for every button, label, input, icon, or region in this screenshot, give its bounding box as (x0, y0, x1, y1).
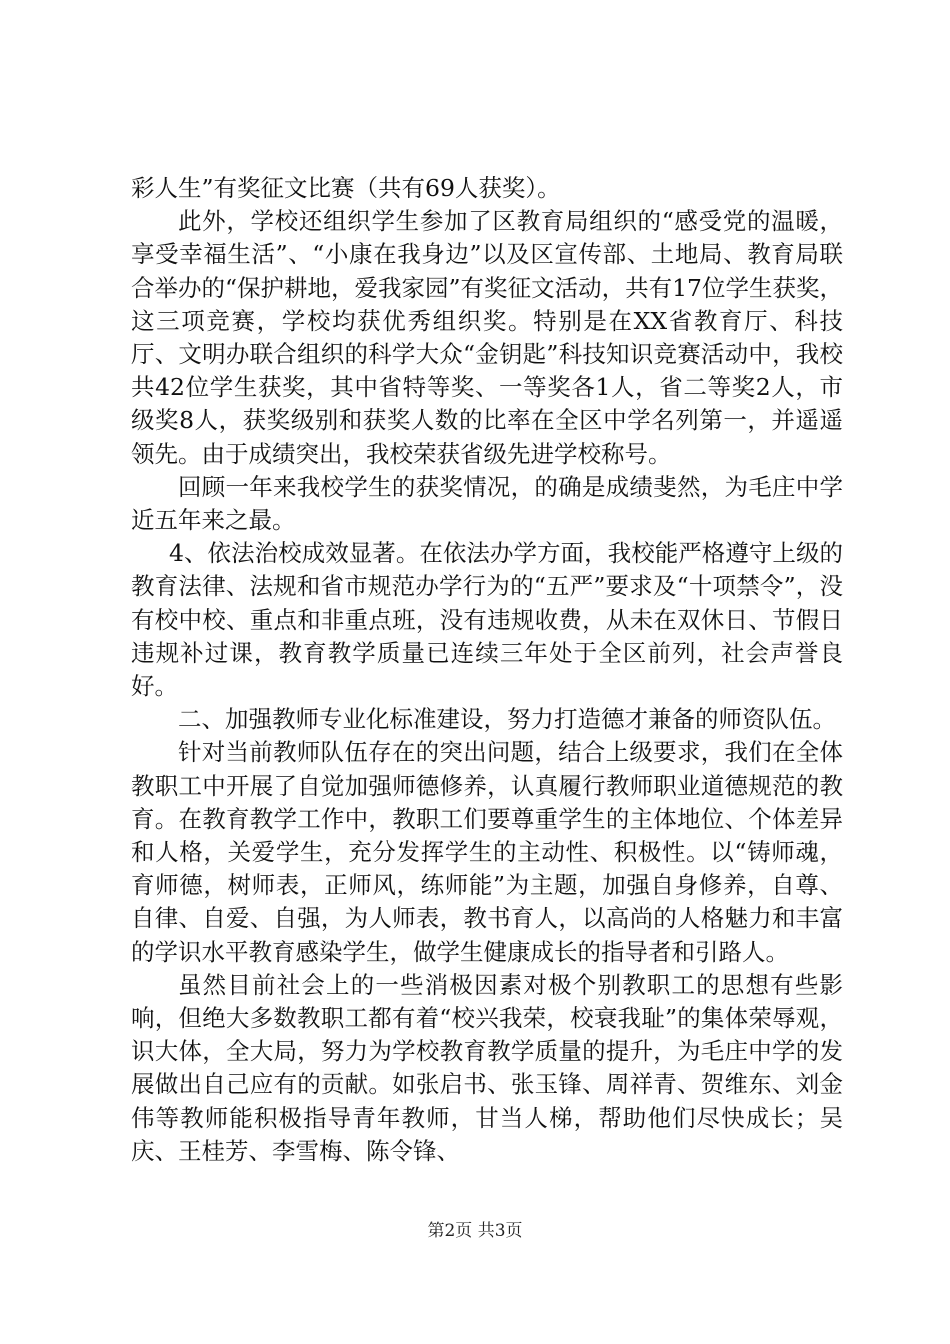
paragraph-teacher-ethics: 针对当前教师队伍存在的突出问题，结合上级要求，我们在全体教职工中开展了自觉加强师德修养，认真履行教师职业道德规范的教育。在教育教学工作中，教职工们要尊重学生的主体地位、个体差异和人格，关爱学生，充分发挥学生的主动性、积极性。以“铸师魂，育师德，树师表，正师风，练师能”为主题，加强自身修养，自尊、自律、自爱、自强，为人师表，教书育人，以高尚的人格魅力和丰富的学识水平教育感染学生，做学生健康成长的指导者和引路人。 (131, 738, 843, 966)
document-body (131, 172, 843, 1168)
page-footer (0, 1216, 950, 1241)
paragraph-collective-honor: 虽然目前社会上的一些消极因素对极个别教职工的思想有些影响，但绝大多数教职工都有着“校兴我荣，校衰我耻”的集体荣辱观，识大体，全大局，努力为学校教育教学质量的提升，为毛庄中学的发展做出自己应有的贡献。如张启书、张玉锋、周祥青、贺维东、刘金伟等教师能积极指导青年教师，甘当人梯，帮助他们尽快成长；吴庆、王桂芳、李雪梅、陈令锋、 (131, 970, 843, 1165)
paragraph-continuation: 彩人生”有奖征文比赛（共有69人获奖）。 (131, 174, 561, 202)
page-number: 第2页 共3页 (427, 1221, 523, 1241)
paragraph-review: 回顾一年来我校学生的获奖情况，的确是成绩斐然，为毛庄中学近五年来之最。 (131, 472, 843, 535)
paragraph-essay-awards: 此外，学校还组织学生参加了区教育局组织的“感受党的温暖，享受幸福生活”、“小康在我身边”以及区宣传部、土地局、教育局联合举办的“保护耕地，爱我家园”有奖征文活动，共有17位学生获奖，这三项竞赛，学校均获优秀组织奖。特别是在XX省教育厅、科技厅、文明办联合组织的科学大众“金钥匙”科技知识竞赛活动中，我校共42位学生获奖，其中省特等奖、一等奖各1人，省二等奖2人，市级奖8人，获奖级别和获奖人数的比率在全区中学名列第一，并遥遥领先。由于成绩突出，我校荣获省级先进学校称号。 (131, 207, 843, 468)
paragraph-rule-of-law: 4、依法治校成效显著。在依法办学方面，我校能严格遵守上级的教育法律、法规和省市规范办学行为的“五严”要求及“十项禁令”，没有校中校、重点和非重点班，没有违规收费，从未在双休日、节假日违规补过课，教育教学质量已连续三年处于全区前列，社会声誉良好。 (131, 539, 843, 701)
section-heading-teacher-standards: 二、加强教师专业化标准建设，努力打造德才兼备的师资队伍。 (178, 705, 836, 734)
